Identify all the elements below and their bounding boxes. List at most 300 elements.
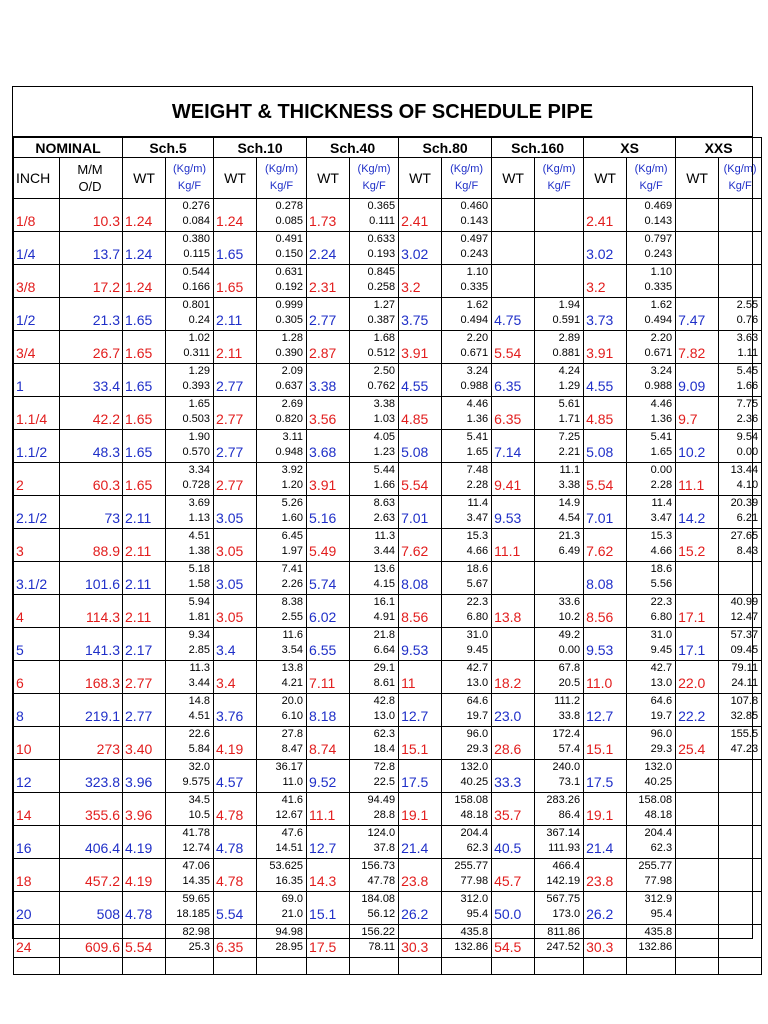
wt-header: WT <box>584 158 627 199</box>
weight-kg-m: 255.77 <box>638 860 673 872</box>
wall-thickness-cell: 23.8 <box>584 859 627 892</box>
wall-thickness-cell: 17.5 <box>584 760 627 793</box>
wall-thickness-cell: 9.41 <box>492 463 535 496</box>
unit-header <box>719 158 762 199</box>
outer-diameter-cell: 323.8 <box>60 760 123 793</box>
weight-cell <box>627 265 676 298</box>
weight-kg-m: 811.86 <box>547 926 581 938</box>
weight-kg-m: 34.5 <box>188 794 211 806</box>
weight-kg-f: 0.76 <box>736 314 759 326</box>
outer-diameter-cell: 42.2 <box>60 397 123 430</box>
weight-kg-f: 4.10 <box>736 479 759 491</box>
weight-kg-f: 5.56 <box>650 578 673 590</box>
weight-kg-m: 4.46 <box>650 398 673 410</box>
weight-cell <box>627 760 676 793</box>
weight-kg-f: 1.38 <box>188 545 211 557</box>
wall-thickness-cell: 2.87 <box>307 331 350 364</box>
wall-thickness-cell: 3.02 <box>584 232 627 265</box>
weight-kg-f: 4.15 <box>373 578 396 590</box>
weight-cell <box>535 232 584 265</box>
nominal-inch-cell: 10 <box>14 727 60 760</box>
wall-thickness-cell: 2.77 <box>214 430 257 463</box>
weight-kg-f: 4.21 <box>281 677 304 689</box>
weight-kg-f: 56.12 <box>367 908 396 920</box>
wall-thickness-cell: 30.3 <box>584 925 627 958</box>
nominal-inch-cell: 20 <box>14 892 60 925</box>
weight-cell <box>535 463 584 496</box>
weight-kg-m: 567.75 <box>546 893 581 905</box>
weight-kg-m: 21.3 <box>558 530 581 542</box>
weight-cell <box>627 463 676 496</box>
weight-kg-f: 47.23 <box>730 743 759 755</box>
weight-kg-m: 82.98 <box>182 926 211 938</box>
empty-cell <box>399 958 442 975</box>
table-row <box>14 727 762 760</box>
weight-cell <box>442 595 492 628</box>
wall-thickness-cell: 17.5 <box>399 760 442 793</box>
weight-cell <box>166 199 214 232</box>
wall-thickness-cell: 7.47 <box>676 298 719 331</box>
weight-kg-f: 78.11 <box>368 941 396 953</box>
wall-thickness-cell: 23.8 <box>399 859 442 892</box>
weight-kg-m: 94.49 <box>367 794 396 806</box>
wall-thickness-cell: 1.65 <box>123 463 166 496</box>
weight-kg-f: 1.97 <box>281 545 304 557</box>
weight-kg-m: 3.63 <box>736 332 759 344</box>
weight-kg-m <box>535 199 580 214</box>
wall-thickness-cell: 5.54 <box>399 463 442 496</box>
weight-kg-f: 13.0 <box>373 710 396 722</box>
weight-cell <box>350 199 399 232</box>
wall-thickness-cell: 7.11 <box>307 661 350 694</box>
weight-kg-m: 96.0 <box>650 728 673 740</box>
weight-cell <box>350 727 399 760</box>
weight-kg-f: 1.36 <box>650 413 673 425</box>
weight-kg-f: 6.80 <box>650 611 673 623</box>
weight-cell <box>257 430 307 463</box>
wall-thickness-cell: 3.4 <box>214 628 257 661</box>
weight-kg-m: 7.25 <box>558 431 581 443</box>
unit-header <box>166 158 214 199</box>
weight-cell <box>535 364 584 397</box>
weight-cell <box>719 628 762 661</box>
wall-thickness-cell: 5.49 <box>307 529 350 562</box>
weight-kg-m: 49.2 <box>558 629 581 641</box>
weight-kg-m: 1.62 <box>466 299 489 311</box>
weight-kg-f: 0.166 <box>182 281 211 293</box>
wall-thickness-cell: 2.17 <box>123 628 166 661</box>
weight-cell <box>719 430 762 463</box>
weight-cell <box>442 529 492 562</box>
pipe-schedule-sheet <box>12 86 759 955</box>
nominal-inch-cell: 3 <box>14 529 60 562</box>
weight-cell <box>719 331 762 364</box>
weight-kg-f: 0.243 <box>644 248 673 260</box>
weight-cell <box>257 826 307 859</box>
nominal-inch-cell: 8 <box>14 694 60 727</box>
wall-thickness-cell <box>492 562 535 595</box>
weight-kg-m: 27.8 <box>281 728 304 740</box>
weight-kg-f: 247.52 <box>546 941 581 953</box>
nominal-inch-cell: 2 <box>14 463 60 496</box>
weight-kg-m: 5.94 <box>188 596 211 608</box>
unit-header-line: Kg/F <box>728 180 752 192</box>
weight-kg-f: 09.45 <box>730 644 759 656</box>
weight-kg-f: 4.51 <box>188 710 211 722</box>
weight-kg-f: 3.44 <box>188 677 211 689</box>
weight-cell <box>535 628 584 661</box>
weight-kg-m: 0.544 <box>182 266 211 278</box>
unit-header-line: (Kg/m) <box>357 163 391 175</box>
wall-thickness-cell: 12.7 <box>399 694 442 727</box>
weight-kg-f: 33.8 <box>558 710 581 722</box>
unit-header-line: Kg/F <box>547 180 571 192</box>
weight-kg-m: 53.625 <box>269 860 304 872</box>
weight-kg-m: 31.0 <box>650 629 673 641</box>
weight-kg-f: 47.78 <box>367 875 396 887</box>
weight-cell <box>627 496 676 529</box>
weight-cell <box>719 496 762 529</box>
empty-cell <box>166 958 214 975</box>
weight-cell <box>535 298 584 331</box>
weight-kg-f <box>535 280 580 295</box>
wall-thickness-cell: 3.75 <box>399 298 442 331</box>
empty-cell <box>307 958 350 975</box>
wall-thickness-cell: 9.52 <box>307 760 350 793</box>
wall-thickness-cell <box>676 265 719 298</box>
weight-kg-m <box>719 892 758 907</box>
wall-thickness-cell: 17.1 <box>676 595 719 628</box>
wall-thickness-cell: 3.4 <box>214 661 257 694</box>
weight-kg-f: 132.86 <box>638 941 673 953</box>
weight-cell <box>166 496 214 529</box>
weight-kg-m: 11.3 <box>189 662 211 674</box>
weight-cell <box>350 595 399 628</box>
wall-thickness-cell: 8.18 <box>307 694 350 727</box>
wall-thickness-cell <box>676 892 719 925</box>
weight-cell <box>627 562 676 595</box>
group-header: Sch.80 <box>399 138 492 158</box>
weight-cell <box>627 925 676 958</box>
weight-kg-m: 2.89 <box>558 332 581 344</box>
wall-thickness-cell: 4.78 <box>214 793 257 826</box>
wall-thickness-cell: 1.65 <box>123 397 166 430</box>
weight-cell <box>442 628 492 661</box>
wt-header: WT <box>214 158 257 199</box>
weight-cell <box>257 463 307 496</box>
weight-kg-m: 367.14 <box>546 827 581 839</box>
weight-kg-f: 6.49 <box>558 545 581 557</box>
weight-kg-f: 4.91 <box>373 611 396 623</box>
weight-kg-m: 31.0 <box>466 629 489 641</box>
wall-thickness-cell: 22.0 <box>676 661 719 694</box>
weight-kg-m: 20.0 <box>281 695 304 707</box>
wall-thickness-cell: 4.55 <box>584 364 627 397</box>
nominal-inch-cell: 5 <box>14 628 60 661</box>
weight-cell <box>535 529 584 562</box>
weight-cell <box>719 925 762 958</box>
weight-cell <box>350 925 399 958</box>
wall-thickness-cell: 3.91 <box>399 331 442 364</box>
weight-kg-f: 9.575 <box>182 776 211 788</box>
wall-thickness-cell: 1.65 <box>123 430 166 463</box>
weight-kg-f: 0.150 <box>275 248 304 260</box>
nominal-inch-cell: 1/4 <box>14 232 60 265</box>
weight-kg-f <box>719 214 758 229</box>
weight-cell <box>442 232 492 265</box>
weight-kg-m: 158.08 <box>454 794 489 806</box>
weight-kg-m <box>535 265 580 280</box>
weight-kg-f <box>535 577 580 592</box>
outer-diameter-cell: 219.1 <box>60 694 123 727</box>
weight-kg-m: 41.6 <box>281 794 304 806</box>
weight-kg-f: 0.387 <box>367 314 396 326</box>
weight-cell <box>166 826 214 859</box>
weight-cell <box>442 430 492 463</box>
weight-kg-f: 3.47 <box>466 512 489 524</box>
weight-kg-m: 11.3 <box>374 530 396 542</box>
wall-thickness-cell: 12.7 <box>584 694 627 727</box>
weight-kg-f: 95.4 <box>466 908 489 920</box>
nominal-inch-cell: 3/8 <box>14 265 60 298</box>
weight-cell <box>719 793 762 826</box>
weight-kg-m: 9.54 <box>736 431 759 443</box>
weight-kg-f: 11.0 <box>282 776 304 788</box>
od-header-line: M/M <box>77 162 103 177</box>
table-row <box>14 925 762 958</box>
weight-kg-f: 22.5 <box>373 776 396 788</box>
weight-cell <box>166 529 214 562</box>
weight-kg-f <box>719 874 758 889</box>
outer-diameter-cell: 13.7 <box>60 232 123 265</box>
wall-thickness-cell: 15.1 <box>399 727 442 760</box>
wall-thickness-cell: 2.11 <box>123 496 166 529</box>
wall-thickness-cell: 2.77 <box>307 298 350 331</box>
weight-kg-f: 0.00 <box>558 644 581 656</box>
weight-kg-f: 95.4 <box>650 908 673 920</box>
weight-kg-f: 4.66 <box>466 545 489 557</box>
weight-cell <box>719 661 762 694</box>
wall-thickness-cell: 2.11 <box>214 298 257 331</box>
nominal-inch-cell: 3/4 <box>14 331 60 364</box>
wall-thickness-cell: 6.02 <box>307 595 350 628</box>
weight-kg-f: 9.45 <box>466 644 489 656</box>
wall-thickness-cell: 4.19 <box>214 727 257 760</box>
weight-cell <box>535 595 584 628</box>
wall-thickness-cell: 1.24 <box>123 199 166 232</box>
wall-thickness-cell: 4.19 <box>123 859 166 892</box>
group-header: Sch.10 <box>214 138 307 158</box>
weight-kg-m: 1.10 <box>466 266 489 278</box>
weight-kg-f: 0.881 <box>552 347 581 359</box>
weight-cell <box>442 925 492 958</box>
weight-kg-m: 3.24 <box>650 365 673 377</box>
weight-kg-m: 0.00 <box>650 464 673 476</box>
table-row <box>14 892 762 925</box>
wall-thickness-cell: 3.68 <box>307 430 350 463</box>
table-row <box>14 232 762 265</box>
weight-kg-m: 466.4 <box>552 860 581 872</box>
weight-cell <box>535 727 584 760</box>
wall-thickness-cell: 3.56 <box>307 397 350 430</box>
weight-kg-f: 77.98 <box>644 875 673 887</box>
weight-kg-f: 19.7 <box>650 710 673 722</box>
weight-kg-f: 77.98 <box>460 875 489 887</box>
weight-cell <box>719 694 762 727</box>
weight-cell <box>350 529 399 562</box>
weight-cell <box>257 892 307 925</box>
wall-thickness-cell: 2.11 <box>123 562 166 595</box>
wall-thickness-cell: 26.2 <box>584 892 627 925</box>
weight-cell <box>442 364 492 397</box>
unit-header-line: (Kg/m) <box>265 163 299 175</box>
wall-thickness-cell: 1.65 <box>123 331 166 364</box>
wall-thickness-cell: 2.77 <box>214 397 257 430</box>
wall-thickness-cell: 4.55 <box>399 364 442 397</box>
nominal-inch-cell: 4 <box>14 595 60 628</box>
weight-cell <box>719 595 762 628</box>
weight-kg-f: 0.390 <box>275 347 304 359</box>
wall-thickness-cell: 23.0 <box>492 694 535 727</box>
weight-kg-f: 1.66 <box>373 479 396 491</box>
weight-kg-f: 0.494 <box>644 314 673 326</box>
weight-cell <box>719 826 762 859</box>
weight-cell <box>166 595 214 628</box>
weight-kg-m: 18.6 <box>466 563 489 575</box>
wall-thickness-cell <box>676 826 719 859</box>
weight-kg-m: 33.6 <box>558 596 581 608</box>
weight-kg-m: 7.48 <box>466 464 489 476</box>
wall-thickness-cell: 4.19 <box>123 826 166 859</box>
header-row-columns <box>14 158 762 199</box>
weight-cell <box>166 364 214 397</box>
unit-header-line: Kg/F <box>269 180 294 192</box>
wall-thickness-cell: 9.53 <box>399 628 442 661</box>
table-row <box>14 199 762 232</box>
weight-kg-f: 19.7 <box>466 710 489 722</box>
weight-kg-m: 2.55 <box>736 299 759 311</box>
weight-kg-m: 1.29 <box>188 365 211 377</box>
wall-thickness-cell <box>676 232 719 265</box>
unit-header-line: Kg/F <box>177 180 202 192</box>
weight-kg-m: 13.8 <box>281 662 304 674</box>
wall-thickness-cell: 19.1 <box>399 793 442 826</box>
wall-thickness-cell: 22.2 <box>676 694 719 727</box>
weight-cell <box>350 793 399 826</box>
wall-thickness-cell: 30.3 <box>399 925 442 958</box>
weight-cell <box>719 892 762 925</box>
weight-kg-m: 67.8 <box>558 662 581 674</box>
weight-cell <box>350 397 399 430</box>
wall-thickness-cell: 4.78 <box>214 826 257 859</box>
table-row <box>14 397 762 430</box>
weight-cell <box>350 232 399 265</box>
empty-cell <box>214 958 257 975</box>
weight-kg-m: 0.491 <box>275 233 304 245</box>
wall-thickness-cell: 21.4 <box>399 826 442 859</box>
weight-kg-m: 62.3 <box>373 728 396 740</box>
weight-kg-m: 172.4 <box>552 728 581 740</box>
wall-thickness-cell: 5.54 <box>214 892 257 925</box>
weight-kg-f: 14.51 <box>275 842 304 854</box>
outer-diameter-cell: 273 <box>60 727 123 760</box>
weight-kg-m: 11.6 <box>282 629 304 641</box>
weight-kg-f: 20.5 <box>558 677 581 689</box>
wall-thickness-cell: 2.41 <box>584 199 627 232</box>
weight-cell <box>350 760 399 793</box>
weight-kg-f: 0.311 <box>183 347 211 359</box>
wall-thickness-cell: 10.2 <box>676 430 719 463</box>
wall-thickness-cell: 4.57 <box>214 760 257 793</box>
weight-kg-m: 1.65 <box>188 398 211 410</box>
weight-kg-f: 48.18 <box>644 809 673 821</box>
outer-diameter-cell: 609.6 <box>60 925 123 958</box>
weight-kg-f: 18.4 <box>373 743 396 755</box>
weight-kg-f: 9.45 <box>650 644 673 656</box>
weight-cell <box>257 397 307 430</box>
empty-cell <box>492 958 535 975</box>
weight-cell <box>719 298 762 331</box>
weight-kg-m: 42.8 <box>373 695 396 707</box>
wall-thickness-cell: 9.53 <box>492 496 535 529</box>
wall-thickness-cell <box>676 199 719 232</box>
weight-kg-f: 48.18 <box>460 809 489 821</box>
weight-kg-m: 47.06 <box>182 860 211 872</box>
wall-thickness-cell: 4.75 <box>492 298 535 331</box>
wall-thickness-cell: 6.55 <box>307 628 350 661</box>
weight-kg-m: 3.34 <box>188 464 211 476</box>
weight-kg-m: 15.3 <box>466 530 489 542</box>
weight-kg-m: 40.99 <box>730 596 759 608</box>
table-row <box>14 661 762 694</box>
wall-thickness-cell: 17.5 <box>307 925 350 958</box>
weight-kg-m: 36.17 <box>275 761 304 773</box>
wall-thickness-cell: 8.08 <box>584 562 627 595</box>
weight-kg-m: 64.6 <box>466 695 489 707</box>
table-row <box>14 859 762 892</box>
weight-cell <box>166 265 214 298</box>
empty-cell <box>60 958 123 975</box>
table-row <box>14 430 762 463</box>
table-row <box>14 265 762 298</box>
wall-thickness-cell: 26.2 <box>399 892 442 925</box>
weight-cell <box>350 859 399 892</box>
wall-thickness-cell: 2.11 <box>214 331 257 364</box>
wall-thickness-cell: 14.3 <box>307 859 350 892</box>
weight-cell <box>257 925 307 958</box>
weight-kg-f: 57.4 <box>558 743 581 755</box>
weight-kg-f: 25.3 <box>188 941 211 953</box>
weight-kg-f: 0.988 <box>644 380 673 392</box>
weight-kg-m: 132.0 <box>460 761 489 773</box>
weight-cell <box>442 496 492 529</box>
weight-kg-f: 6.10 <box>281 710 304 722</box>
weight-kg-f: 1.23 <box>373 446 396 458</box>
weight-cell <box>442 694 492 727</box>
weight-cell <box>535 661 584 694</box>
wall-thickness-cell: 5.54 <box>584 463 627 496</box>
weight-cell <box>535 496 584 529</box>
weight-cell <box>442 562 492 595</box>
weight-cell <box>627 694 676 727</box>
weight-kg-f: 8.47 <box>281 743 304 755</box>
weight-cell <box>442 859 492 892</box>
weight-kg-f: 12.74 <box>182 842 211 854</box>
weight-cell <box>442 760 492 793</box>
weight-kg-f: 62.3 <box>650 842 673 854</box>
weight-cell <box>257 232 307 265</box>
group-header: Sch.160 <box>492 138 584 158</box>
